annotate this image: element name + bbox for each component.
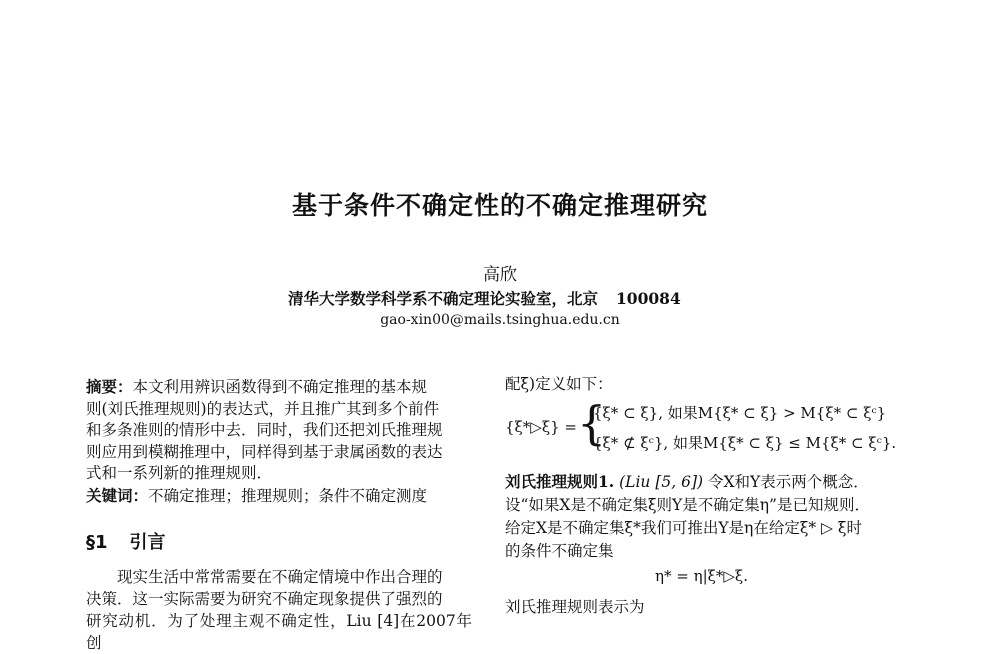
section-title: 引言: [129, 532, 166, 553]
formula-case-1: {ξ* ⊂ ξ}, 如果M{ξ* ⊂ ξ} > M{ξ* ⊂ ξᶜ}: [593, 404, 887, 422]
author-name: 高欣: [483, 265, 517, 285]
abstract-block: [86, 376, 472, 507]
intro-paragraph: [86, 566, 472, 654]
keywords-label: 关键词：: [86, 485, 149, 505]
abstract-line: 本文利用辨识函数得到不确定推理的基本规: [132, 378, 428, 396]
section-number: §1: [86, 532, 108, 553]
abstract-line: 和多条准则的情形中去．同时，我们还把刘氏推理规: [86, 421, 443, 439]
abstract-line: 式和一系列新的推理规则．: [86, 464, 273, 482]
abstract-line: 则(刘氏推理规则)的表达式，并且推广其到多个前件: [86, 399, 440, 418]
rule-line: 令X和Y表示两个概念．: [708, 473, 869, 491]
rule-heading-line: [505, 470, 869, 492]
affiliation-text: 清华大学数学科学系不确定理论实验室，北京: [288, 289, 599, 308]
affiliation: [288, 287, 681, 309]
intro-line: 现实生活中常常需要在不确定情境中作出合理的: [117, 568, 443, 586]
keywords-paragraph: [86, 485, 472, 508]
abstract-label: 摘要：: [86, 377, 133, 396]
brace-symbol: {: [577, 396, 607, 450]
conditional-equation: η* = η|ξ*▷ξ.: [655, 567, 748, 585]
right-line: 配ξ)定义如下：: [505, 375, 613, 393]
section-heading: [86, 528, 166, 554]
rule-line: 给定X是不确定集ξ*我们可推出Y是η在给定ξ* ▷ ξ时: [505, 519, 862, 537]
rule-line: 的条件不确定集: [505, 542, 614, 560]
intro-line: 研究动机．为了处理主观不确定性，Liu [4]在2007年创: [86, 612, 472, 652]
rule-reference: (Liu [5, 6]): [619, 473, 704, 491]
abstract-line: 则应用到模糊推理中，同样得到基于隶属函数的表达: [86, 442, 443, 461]
paper-title: 基于条件不确定性的不确定推理研究: [291, 191, 708, 220]
rule-title: 刘氏推理规则1.: [505, 472, 615, 491]
formula-case-2: {ξ* ⊄ ξᶜ}, 如果M{ξ* ⊂ ξ} ≤ M{ξ* ⊂ ξᶜ}.: [593, 434, 897, 452]
abstract-paragraph: [86, 376, 472, 399]
author-email: gao-xin00@mails.tsinghua.edu.cn: [380, 312, 620, 328]
formula-lhs: {ξ*▷ξ} =: [505, 418, 577, 436]
intro-line: 决策．这一实际需要为研究不确定现象提供了强烈的: [86, 590, 443, 608]
right-line: 刘氏推理规则表示为: [505, 598, 645, 616]
rule-line: 设“如果X是不确定集ξ则Y是不确定集η”是已知规则．: [505, 496, 870, 514]
piecewise-formula: [505, 396, 905, 452]
postcode: 100084: [616, 289, 681, 308]
keywords-text: 不确定推理；推理规则；条件不确定测度: [148, 486, 428, 505]
